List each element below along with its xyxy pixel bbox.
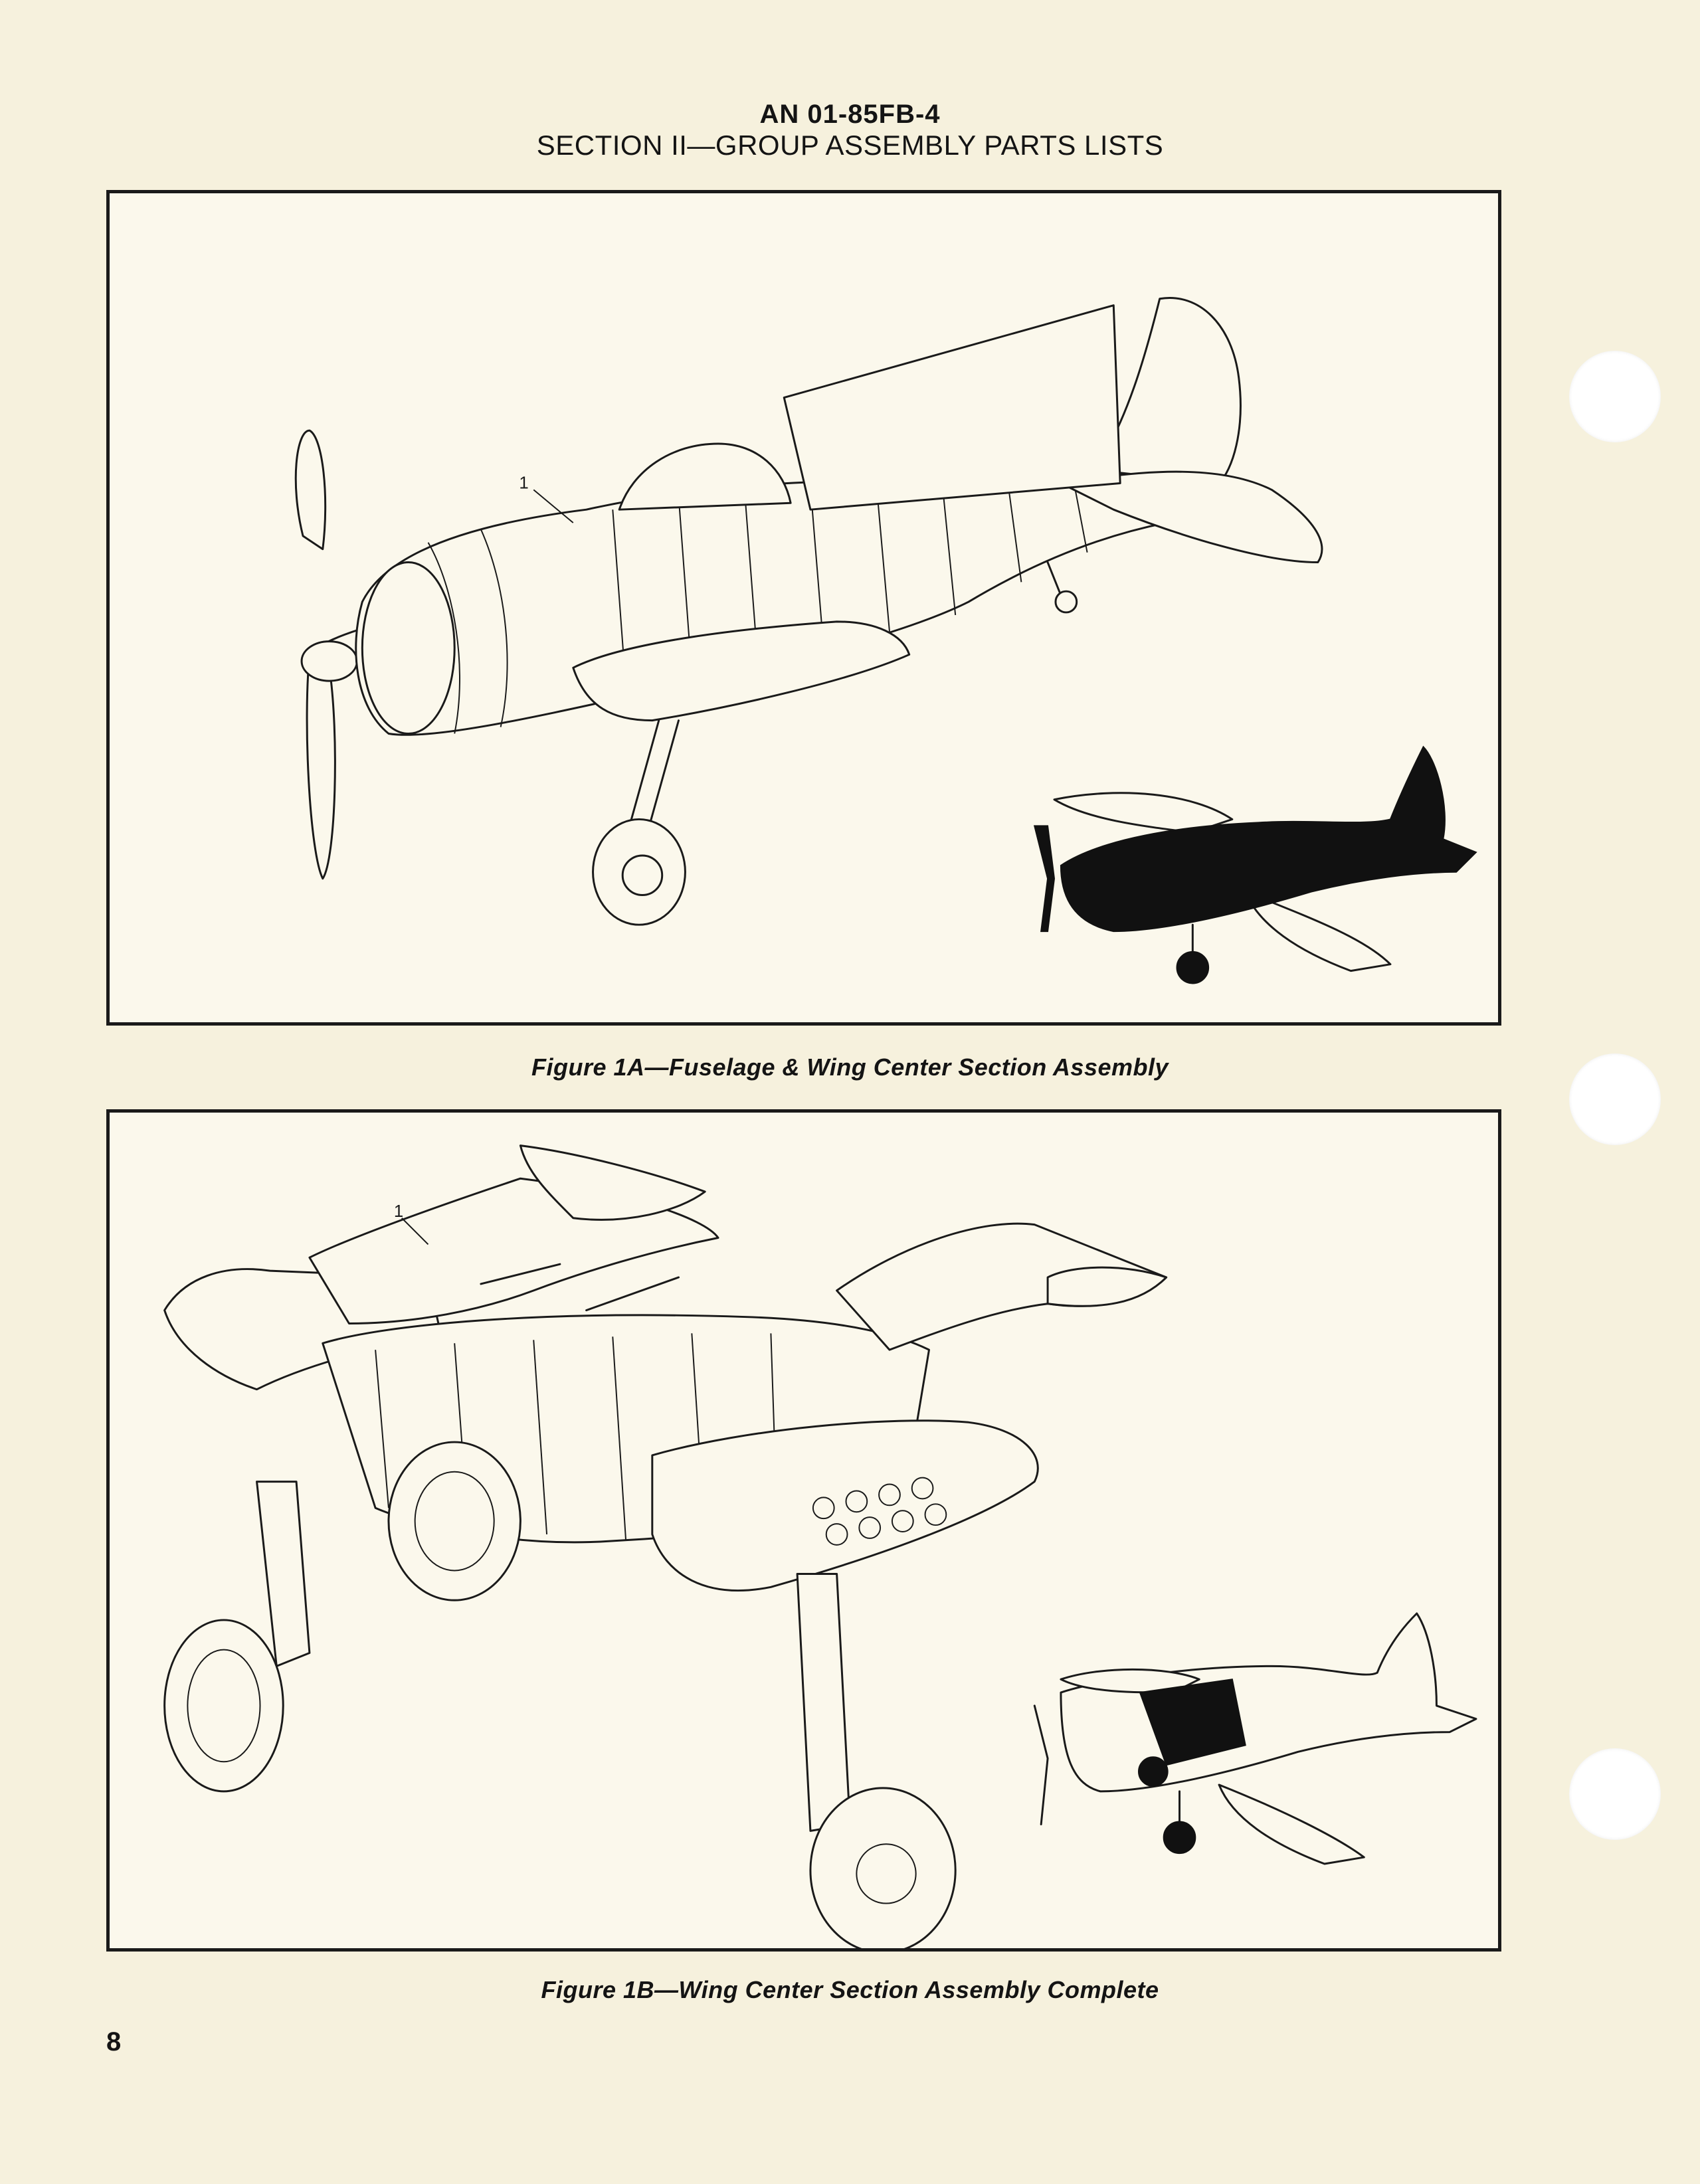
callout-number: 1 xyxy=(393,1202,404,1221)
figure-1a-illustration xyxy=(110,193,1498,1022)
figure-1a-caption: Figure 1A—Fuselage & Wing Center Section Assembly xyxy=(531,1053,1169,1081)
locator-diagram xyxy=(1034,1613,1476,1864)
main-landing-gear xyxy=(593,721,686,925)
page-number: 8 xyxy=(106,2027,122,2056)
binder-hole-bottom xyxy=(1569,1748,1661,1840)
locator-diagram xyxy=(1034,747,1476,983)
section-title: SECTION II—GROUP ASSEMBLY PARTS LISTS xyxy=(536,130,1164,161)
tail-wheel xyxy=(1048,563,1077,612)
belly-ring xyxy=(389,1442,520,1600)
document-number: AN 01-85FB-4 xyxy=(759,100,941,129)
figure-1a-panel xyxy=(106,190,1501,1026)
binder-hole-middle xyxy=(1569,1053,1661,1145)
canopy xyxy=(619,444,791,509)
figure-1b-caption: Figure 1B—Wing Center Section Assembly Complete xyxy=(541,1976,1159,2003)
folded-wing xyxy=(784,306,1120,510)
callout-number: 1 xyxy=(519,474,529,493)
figure-1b-illustration xyxy=(110,1113,1498,1948)
right-landing-gear xyxy=(797,1574,955,1948)
binder-hole-top xyxy=(1569,351,1661,442)
left-landing-gear xyxy=(165,1482,310,1791)
figure-1b-panel xyxy=(106,1109,1501,1952)
